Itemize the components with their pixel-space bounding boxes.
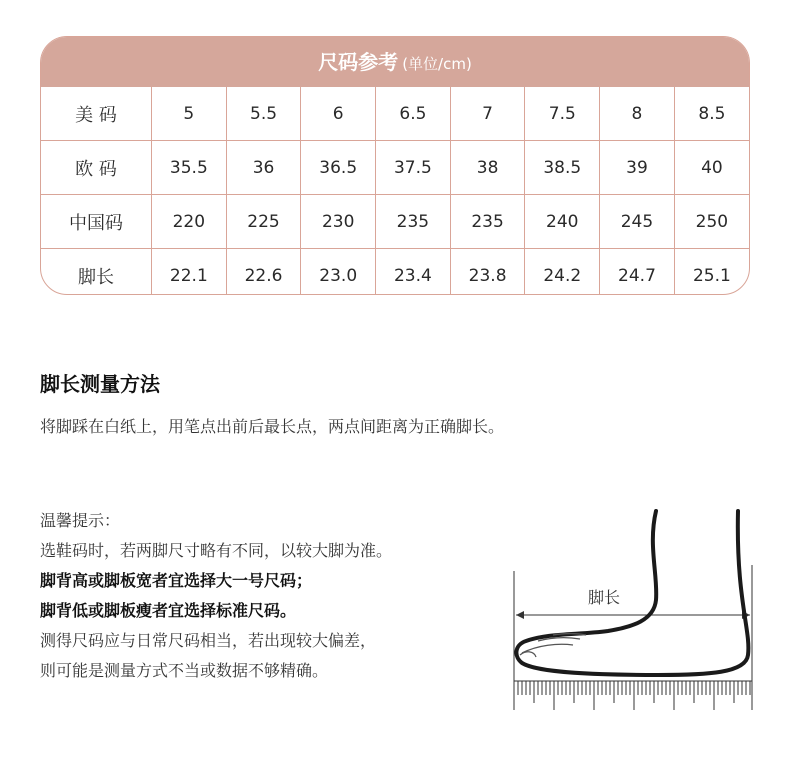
size-chart-header: [41, 37, 749, 87]
size-row-label: 中国码: [41, 195, 152, 249]
size-cell: 37.5: [376, 141, 451, 195]
size-row: [41, 249, 749, 296]
size-chart-card: [40, 36, 750, 295]
tips-section: [40, 506, 510, 686]
tip-line: 脚背高或脚板宽者宜选择大一号尺码；: [40, 571, 313, 590]
foot-length-label: 脚长: [588, 588, 621, 607]
size-cell: 7: [450, 87, 525, 141]
size-cell: 35.5: [152, 141, 227, 195]
size-cell: 5.5: [226, 87, 301, 141]
size-cell: 245: [600, 195, 675, 249]
tip-line: 则可能是测量方式不当或数据不够精确。: [40, 661, 329, 680]
size-cell: 40: [674, 141, 749, 195]
size-cell: 22.1: [152, 249, 227, 296]
size-cell: 240: [525, 195, 600, 249]
size-cell: 220: [152, 195, 227, 249]
size-chart-title: 尺码参考: [318, 50, 399, 74]
size-cell: 8: [600, 87, 675, 141]
size-cell: 8.5: [698, 103, 726, 124]
size-cell: 38.5: [525, 141, 600, 195]
size-table: [41, 87, 749, 295]
size-cell: 23.8: [450, 249, 525, 296]
size-cell: 22.6: [226, 249, 301, 296]
size-cell: 235: [450, 195, 525, 249]
tip-line: 脚背低或脚板瘦者宜选择标准尺码。: [40, 601, 297, 620]
size-row: [41, 87, 749, 141]
size-cell: 5: [152, 87, 227, 141]
tip-line: 选鞋码时，若两脚尺寸略有不同，以较大脚为准。: [40, 541, 393, 560]
tip-line: 测得尺码应与日常尺码相当，若出现较大偏差，: [40, 631, 377, 650]
size-cell: 23.0: [301, 249, 376, 296]
size-row-label: 脚长: [41, 249, 152, 296]
size-cell: 225: [226, 195, 301, 249]
tips-title: 温馨提示：: [40, 511, 121, 530]
size-cell: 250: [674, 195, 749, 249]
foot-outline: [516, 511, 748, 675]
size-cell: 6.5: [376, 87, 451, 141]
size-row-label: 欧 码: [41, 141, 152, 195]
size-cell: 38: [450, 141, 525, 195]
size-cell: 235: [376, 195, 451, 249]
size-cell: 36: [226, 141, 301, 195]
size-row: [41, 195, 749, 249]
method-description: 将脚踩在白纸上，用笔点出前后最长点，两点间距离为正确脚长。: [40, 417, 505, 436]
size-cell: 24.7: [600, 249, 675, 296]
size-cell: 36.5: [301, 141, 376, 195]
foot-measurement-illustration: [508, 505, 758, 715]
size-chart-unit: (单位/cm): [402, 55, 472, 73]
size-cell: 230: [301, 195, 376, 249]
size-cell: 39: [600, 141, 675, 195]
size-cell: 23.4: [376, 249, 451, 296]
arrow-left-head: [516, 611, 524, 619]
size-row-label: 美 码: [41, 87, 152, 141]
size-cell: 6: [301, 87, 376, 141]
size-cell: 7.5: [525, 87, 600, 141]
size-cell: 24.2: [525, 249, 600, 296]
ruler: [514, 681, 752, 710]
method-title: 脚长测量方法: [40, 372, 160, 396]
size-row: [41, 141, 749, 195]
size-cell: 25.1: [674, 249, 749, 296]
